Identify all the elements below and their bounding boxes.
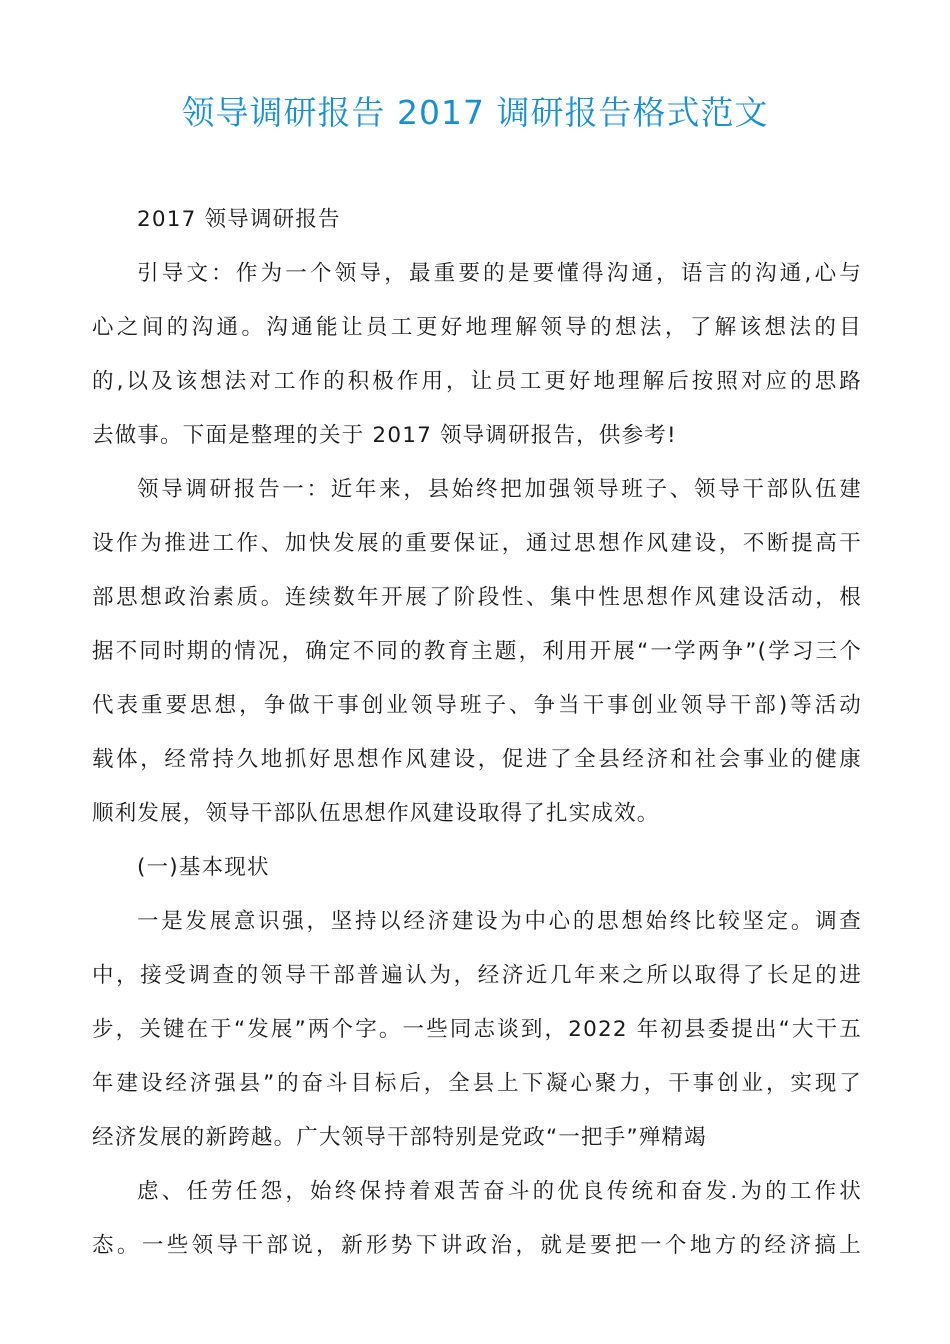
paragraph-line: 部思想政治素质。连续数年开展了阶段性、集中性思想作风建设活动，根 [92, 585, 862, 610]
paragraph-line: 引导文：作为一个领导，最重要的是要懂得沟通，语言的沟通,心与 [137, 261, 862, 286]
paragraph-line: 经济发展的新跨越。广大领导干部特别是党政“一把手”殚精竭 [92, 1125, 707, 1150]
paragraph-line: 步，关键在于“发展”两个字。一些同志谈到，2022 年初县委提出“大干五 [92, 1017, 862, 1042]
paragraph-line: 态。一些领导干部说，新形势下讲政治，就是要把一个地方的经济搞上 [92, 1233, 862, 1258]
document-title: 领导调研报告 2017 调研报告格式范文 [181, 93, 769, 132]
paragraph-line: 代表重要思想，争做干事创业领导班子、争当干事创业领导干部)等活动 [92, 693, 862, 718]
paragraph-line: 虑、任劳任怨，始终保持着艰苦奋斗的优良传统和奋发.为的工作状 [137, 1179, 862, 1204]
paragraph-line: 载体，经常持久地抓好思想作风建设，促进了全县经济和社会事业的健康 [92, 747, 862, 772]
paragraph-line: 心之间的沟通。沟通能让员工更好地理解领导的想法，了解该想法的目 [92, 315, 862, 340]
paragraph-line: 去做事。下面是整理的关于 2017 领导调研报告，供参考! [92, 423, 677, 448]
paragraph-line: 中，接受调查的领导干部普遍认为，经济近几年来之所以取得了长足的进 [92, 963, 862, 988]
paragraph-line: 年建设经济强县”的奋斗目标后，全县上下凝心聚力，干事创业，实现了 [92, 1071, 862, 1096]
paragraph-line: 顺利发展，领导干部队伍思想作风建设取得了扎实成效。 [92, 801, 660, 826]
paragraph-line: 的,以及该想法对工作的积极作用，让员工更好地理解后按照对应的思路 [92, 369, 862, 394]
subtitle-line: 2017 领导调研报告 [137, 207, 341, 232]
paragraph-line: 据不同时期的情况，确定不同的教育主题，利用开展“一学两争”(学习三个 [92, 639, 862, 664]
paragraph-line: 设作为推进工作、加快发展的重要保证，通过思想作风建设，不断提高干 [92, 531, 862, 556]
paragraph-line: 一是发展意识强，坚持以经济建设为中心的思想始终比较坚定。调查 [137, 909, 862, 934]
paragraph-line: 领导调研报告一：近年来，县始终把加强领导班子、领导干部队伍建 [137, 477, 862, 502]
section-heading: (一)基本现状 [137, 855, 270, 880]
